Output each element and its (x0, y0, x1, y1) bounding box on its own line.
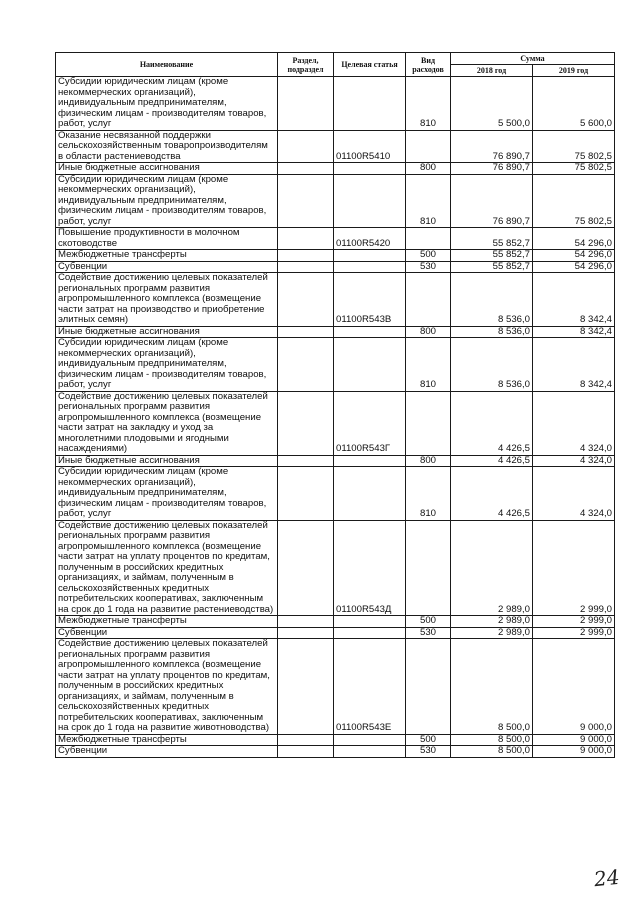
row-section-cell (278, 77, 334, 131)
row-expense-type-cell: 530 (406, 261, 451, 273)
row-expense-type-cell (406, 228, 451, 250)
row-section-cell (278, 130, 334, 163)
row-sum-2018-cell: 2 989,0 (451, 616, 533, 628)
row-sum-2019-cell: 2 999,0 (533, 616, 615, 628)
table-body (56, 77, 615, 758)
row-target-cell (334, 746, 406, 758)
row-sum-2018-cell: 55 852,7 (451, 228, 533, 250)
row-name-cell: Субсидии юридическим лицам (кроме некоммерческих организаций), индивидуальным предпринимателям, физическим лицам - производителям товаров, работ, услуг (56, 338, 278, 392)
row-expense-type-cell: 810 (406, 338, 451, 392)
row-section-cell (278, 520, 334, 616)
row-sum-2019-cell: 75 802,5 (533, 174, 615, 228)
row-sum-2018-cell: 76 890,7 (451, 163, 533, 175)
row-sum-2019-cell: 9 000,0 (533, 746, 615, 758)
row-expense-type-cell: 500 (406, 616, 451, 628)
row-expense-type-cell (406, 520, 451, 616)
row-name-cell: Субвенции (56, 746, 278, 758)
row-sum-2019-cell: 8 342,4 (533, 326, 615, 338)
table-row (56, 228, 615, 250)
row-sum-2019-cell: 54 296,0 (533, 250, 615, 262)
table-row (56, 467, 615, 521)
row-expense-type-cell (406, 639, 451, 735)
row-name-cell: Содействие достижению целевых показателей региональных программ развития агропромышленного комплекса (возмещение части затрат на производство и приобретение элитных семян) (56, 273, 278, 327)
table-row (56, 616, 615, 628)
row-sum-2018-cell: 4 426,5 (451, 455, 533, 467)
row-name-cell: Иные бюджетные ассигнования (56, 455, 278, 467)
row-sum-2018-cell: 2 989,0 (451, 520, 533, 616)
row-name-cell: Субсидии юридическим лицам (кроме некоммерческих организаций), индивидуальным предпринимателям, физическим лицам - производителям товаров, работ, услуг (56, 467, 278, 521)
row-name-cell: Субвенции (56, 261, 278, 273)
row-target-cell: 01100R543Г (334, 391, 406, 455)
row-name-cell: Субсидии юридическим лицам (кроме некоммерческих организаций), индивидуальным предпринимателям, физическим лицам - производителям товаров, работ, услуг (56, 174, 278, 228)
row-section-cell (278, 273, 334, 327)
row-target-cell (334, 455, 406, 467)
table-row (56, 174, 615, 228)
row-target-cell (334, 627, 406, 639)
row-sum-2018-cell: 8 500,0 (451, 734, 533, 746)
table-row (56, 130, 615, 163)
row-section-cell (278, 391, 334, 455)
row-sum-2019-cell: 9 000,0 (533, 639, 615, 735)
row-sum-2019-cell: 2 999,0 (533, 627, 615, 639)
table-row (56, 273, 615, 327)
row-section-cell (278, 326, 334, 338)
header-expense-type: Вид расходов (406, 53, 451, 77)
row-target-cell (334, 77, 406, 131)
row-sum-2018-cell: 8 536,0 (451, 273, 533, 327)
table-row (56, 338, 615, 392)
row-name-cell: Оказание несвязанной поддержки сельскохозяйственным товаропроизводителям в области растениеводства (56, 130, 278, 163)
row-expense-type-cell: 810 (406, 174, 451, 228)
table-row (56, 163, 615, 175)
row-expense-type-cell: 500 (406, 250, 451, 262)
row-sum-2018-cell: 8 536,0 (451, 326, 533, 338)
row-name-cell: Межбюджетные трансферты (56, 250, 278, 262)
table-row (56, 250, 615, 262)
table-row (56, 77, 615, 131)
header-year-2019: 2019 год (533, 65, 615, 77)
row-section-cell (278, 261, 334, 273)
row-sum-2018-cell: 8 536,0 (451, 338, 533, 392)
row-section-cell (278, 174, 334, 228)
table-row (56, 746, 615, 758)
row-sum-2019-cell: 54 296,0 (533, 228, 615, 250)
row-section-cell (278, 639, 334, 735)
row-expense-type-cell: 530 (406, 746, 451, 758)
row-sum-2019-cell: 8 342,4 (533, 273, 615, 327)
row-sum-2018-cell: 76 890,7 (451, 130, 533, 163)
row-name-cell: Содействие достижению целевых показателей региональных программ развития агропромышленного комплекса (возмещение части затрат на уплату процентов по кредитам, полученным в российских кредитных организациях, и займам, полученным в сельскохозяйственных кредитных потребительских кооперативах, заключенным на срок до 1 года на развитие растениеводства) (56, 520, 278, 616)
row-section-cell (278, 616, 334, 628)
row-section-cell (278, 467, 334, 521)
row-section-cell (278, 250, 334, 262)
row-target-cell (334, 250, 406, 262)
row-expense-type-cell: 800 (406, 455, 451, 467)
row-expense-type-cell (406, 273, 451, 327)
row-name-cell: Межбюджетные трансферты (56, 616, 278, 628)
row-expense-type-cell (406, 391, 451, 455)
budget-table (55, 52, 615, 758)
row-section-cell (278, 627, 334, 639)
row-sum-2018-cell: 2 989,0 (451, 627, 533, 639)
row-section-cell (278, 228, 334, 250)
row-name-cell: Содействие достижению целевых показателей региональных программ развития агропромышленного комплекса (возмещение части затрат на закладку и уход за многолетними плодовыми и ягодными насаждениями) (56, 391, 278, 455)
row-target-cell (334, 616, 406, 628)
row-target-cell: 01100R5420 (334, 228, 406, 250)
row-target-cell: 01100R5410 (334, 130, 406, 163)
row-target-cell: 01100R543Д (334, 520, 406, 616)
row-sum-2018-cell: 55 852,7 (451, 250, 533, 262)
row-name-cell: Субвенции (56, 627, 278, 639)
header-name: Наименование (56, 53, 278, 77)
row-sum-2019-cell: 9 000,0 (533, 734, 615, 746)
row-expense-type-cell: 800 (406, 163, 451, 175)
row-target-cell (334, 261, 406, 273)
table-row (56, 391, 615, 455)
header-target: Целевая статья (334, 53, 406, 77)
row-expense-type-cell: 810 (406, 467, 451, 521)
row-sum-2018-cell: 4 426,5 (451, 391, 533, 455)
row-section-cell (278, 746, 334, 758)
header-sum: Сумма (451, 53, 615, 65)
table-row (56, 520, 615, 616)
header-section: Раздел, подраздел (278, 53, 334, 77)
row-sum-2019-cell: 75 802,5 (533, 163, 615, 175)
row-sum-2019-cell: 75 802,5 (533, 130, 615, 163)
table-row (56, 734, 615, 746)
row-sum-2018-cell: 4 426,5 (451, 467, 533, 521)
row-section-cell (278, 455, 334, 467)
row-target-cell: 01100R543В (334, 273, 406, 327)
row-sum-2019-cell: 54 296,0 (533, 261, 615, 273)
table-row (56, 627, 615, 639)
row-name-cell: Субсидии юридическим лицам (кроме некоммерческих организаций), индивидуальным предпринимателям, физическим лицам - производителям товаров, работ, услуг (56, 77, 278, 131)
row-sum-2018-cell: 8 500,0 (451, 639, 533, 735)
row-sum-2019-cell: 4 324,0 (533, 467, 615, 521)
row-target-cell (334, 326, 406, 338)
row-expense-type-cell: 800 (406, 326, 451, 338)
row-target-cell (334, 174, 406, 228)
row-expense-type-cell: 810 (406, 77, 451, 131)
row-section-cell (278, 734, 334, 746)
row-sum-2019-cell: 4 324,0 (533, 455, 615, 467)
table-row (56, 326, 615, 338)
row-sum-2019-cell: 4 324,0 (533, 391, 615, 455)
row-sum-2019-cell: 2 999,0 (533, 520, 615, 616)
header-row (56, 53, 615, 65)
table-row (56, 639, 615, 735)
row-name-cell: Иные бюджетные ассигнования (56, 163, 278, 175)
row-expense-type-cell (406, 130, 451, 163)
row-sum-2019-cell: 8 342,4 (533, 338, 615, 392)
row-target-cell (334, 338, 406, 392)
row-sum-2018-cell: 8 500,0 (451, 746, 533, 758)
row-section-cell (278, 163, 334, 175)
row-section-cell (278, 338, 334, 392)
row-sum-2019-cell: 5 600,0 (533, 77, 615, 131)
table-row (56, 455, 615, 467)
row-name-cell: Повышение продуктивности в молочном скотоводстве (56, 228, 278, 250)
row-name-cell: Иные бюджетные ассигнования (56, 326, 278, 338)
header-year-2018: 2018 год (451, 65, 533, 77)
row-expense-type-cell: 530 (406, 627, 451, 639)
row-sum-2018-cell: 76 890,7 (451, 174, 533, 228)
row-expense-type-cell: 500 (406, 734, 451, 746)
row-target-cell (334, 467, 406, 521)
row-sum-2018-cell: 5 500,0 (451, 77, 533, 131)
row-target-cell: 01100R543Е (334, 639, 406, 735)
row-name-cell: Межбюджетные трансферты (56, 734, 278, 746)
row-sum-2018-cell: 55 852,7 (451, 261, 533, 273)
row-target-cell (334, 734, 406, 746)
page-number: 24 (592, 864, 621, 892)
table-row (56, 261, 615, 273)
row-target-cell (334, 163, 406, 175)
row-name-cell: Содействие достижению целевых показателей региональных программ развития агропромышленного комплекса (возмещение части затрат на уплату процентов по кредитам, полученным в российских кредитных организациях, и займам, полученным в сельскохозяйственных кредитных потребительских кооперативах, заключенным на срок до 1 года на развитие животноводства) (56, 639, 278, 735)
